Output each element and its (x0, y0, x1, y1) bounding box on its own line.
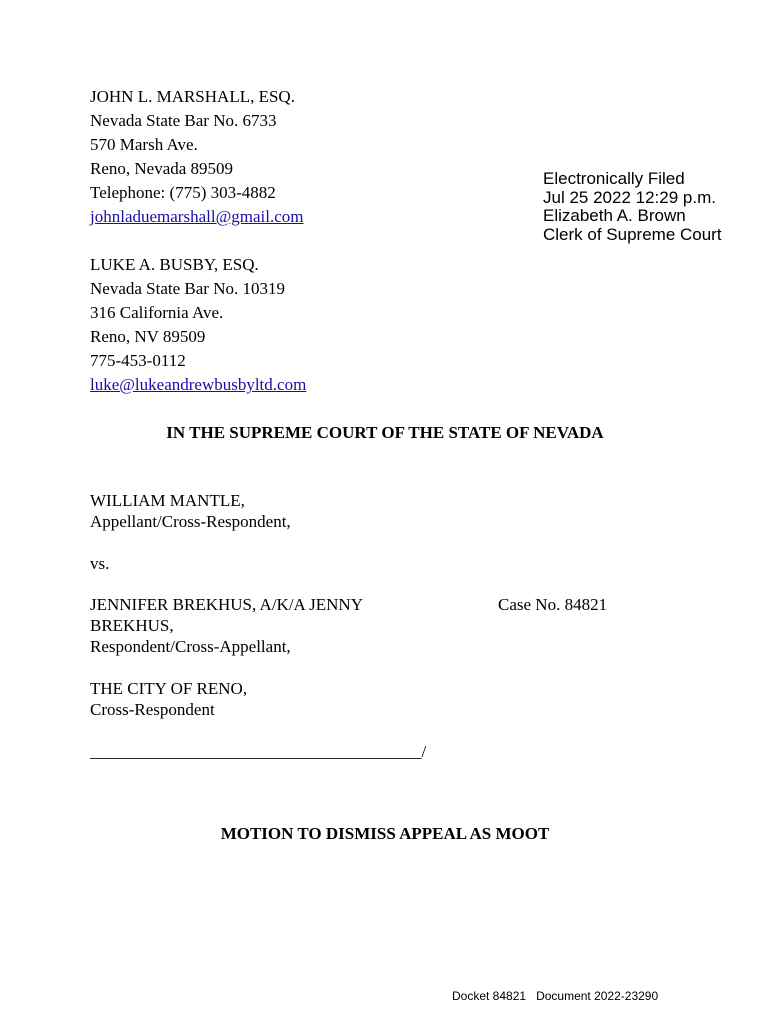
docket-number: Docket 84821 (452, 989, 527, 1003)
court-title: IN THE SUPREME COURT OF THE STATE OF NEVADA (166, 423, 604, 442)
counsel-email-line (90, 207, 303, 227)
counsel-email-link[interactable]: luke@lukeandrewbusbyltd.com (90, 375, 307, 394)
caption-divider: _______________________________________/ (90, 742, 427, 761)
docket-footer (452, 989, 658, 1003)
appellant-role: Appellant/Cross-Respondent, (90, 512, 291, 531)
counsel-email-line (90, 375, 306, 395)
stamp-clerk-title: Clerk of Supreme Court (543, 224, 722, 244)
respondent-name-line-1: JENNIFER BREKHUS, A/K/A JENNY (90, 595, 363, 614)
stamp-filed-label: Electronically Filed (543, 169, 685, 188)
counsel-bar-number: Nevada State Bar No. 10319 (90, 279, 285, 298)
city-role: Cross-Respondent (90, 700, 215, 719)
versus-label: vs. (90, 554, 110, 573)
counsel-email-link[interactable]: johnladuemarshall@gmail.com (90, 207, 304, 226)
appellant-name: WILLIAM MANTLE, (90, 491, 245, 510)
stamp-filed-datetime: Jul 25 2022 12:29 p.m. (543, 187, 716, 207)
case-number: Case No. 84821 (498, 595, 608, 614)
counsel-address-street: 570 Marsh Ave. (90, 135, 198, 154)
counsel-name: LUKE A. BUSBY, ESQ. (90, 255, 259, 274)
city-name: THE CITY OF RENO, (90, 679, 248, 698)
counsel-name: JOHN L. MARSHALL, ESQ. (90, 87, 295, 106)
counsel-phone: Telephone: (775) 303-4882 (90, 183, 276, 202)
stamp-clerk-name: Elizabeth A. Brown (543, 206, 686, 225)
counsel-address-city: Reno, Nevada 89509 (90, 159, 234, 178)
counsel-address-city: Reno, NV 89509 (90, 327, 206, 346)
respondent-name-line-2: BREKHUS, (90, 616, 174, 635)
counsel-phone: 775-453-0112 (90, 351, 186, 370)
electronic-filing-stamp (543, 170, 722, 244)
document-number: Document 2022-23290 (536, 989, 659, 1003)
motion-title: MOTION TO DISMISS APPEAL AS MOOT (220, 824, 550, 843)
counsel-bar-number: Nevada State Bar No. 6733 (90, 111, 277, 130)
counsel-address-street: 316 California Ave. (90, 303, 224, 322)
respondent-role: Respondent/Cross-Appellant, (90, 637, 291, 656)
